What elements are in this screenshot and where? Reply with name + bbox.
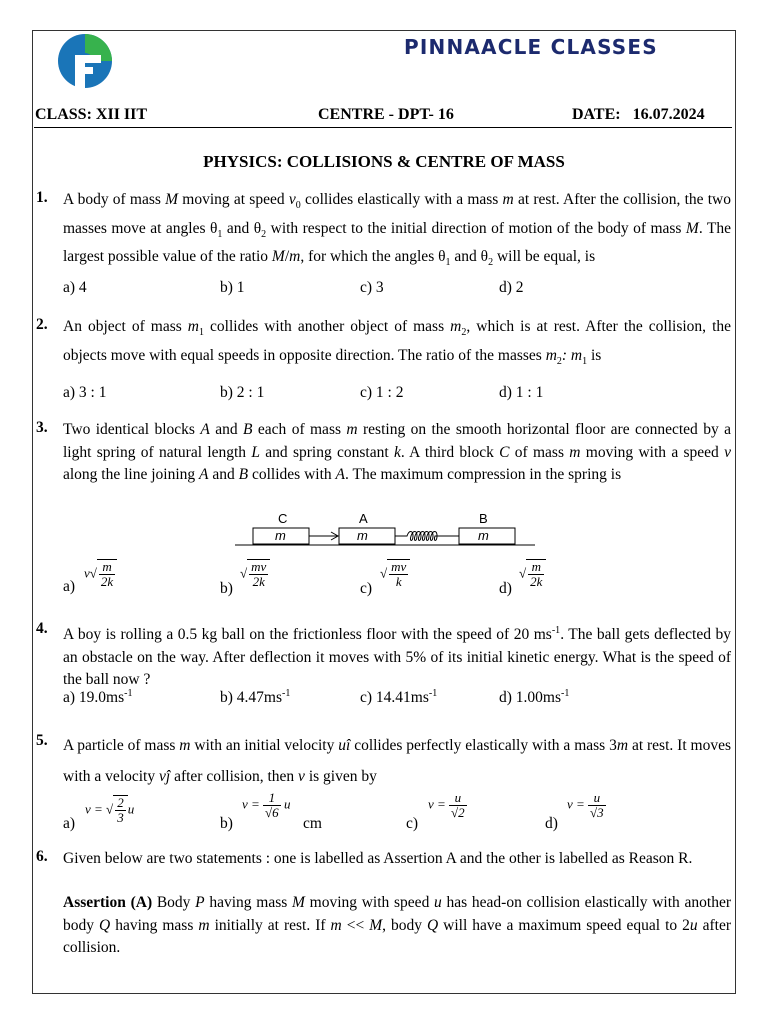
option-b-formula: v = $\frac{1}{√6}$ u — [242, 790, 291, 820]
date-field — [572, 106, 705, 124]
option-b: b) $4.47ms^{-1}$ — [220, 688, 291, 707]
option-a: a) 4 — [63, 279, 87, 296]
question-1-text: A body of mass M moving at speed $v_0$ collides elastically with a mass m at rest. After the collision, the two masses move at angles $\theta_1$ and $\theta_2$ with respect to the initial direction of motion of the body of mass M. The largest possible value of the ratio M/m, for which the angles $\theta_1$ and $\theta_2$ will be equal, is — [63, 191, 731, 269]
option-b: b) — [220, 580, 233, 597]
question-number: 2. — [36, 316, 48, 333]
question-2-text: An object of mass $m_1$ collides with another object of mass $m_2$, which is at rest. After the collision, the objects move with equal speeds in opposite direction. The ratio of the masses $m_2$: $m_1$ is — [63, 318, 732, 367]
label-b: B — [479, 511, 488, 526]
blocks-spring-diagram — [235, 510, 535, 550]
option-d-formula: √ $\frac{m}{2k}$ — [519, 559, 546, 589]
option-a: a) — [63, 815, 76, 832]
header-divider — [34, 127, 732, 128]
option-b: b) 2 : 1 — [220, 384, 265, 401]
option-d: d) 2 — [499, 279, 524, 296]
option-b-unit: cm — [303, 815, 322, 832]
option-c: c) — [406, 815, 419, 832]
label-a: A — [359, 511, 368, 526]
question-6-text: Given below are two statements : one is labelled as Assertion A and the other is labelled as Reason R. — [63, 850, 693, 867]
pinnaacle-logo — [57, 33, 113, 89]
question-number: 6. — [36, 848, 48, 865]
option-c: c) 1 : 2 — [360, 384, 404, 401]
assertion-text: Assertion (A) Body P having mass M moving with speed u has head-on collision elastically with another body Q having mass m initially at rest. If m << M, body Q will have a maximum speed equal to 2u after collision. — [63, 894, 732, 956]
option-c: c) $14.41ms^{-1}$ — [360, 688, 438, 707]
page-title: PHYSICS: COLLISIONS & CENTRE OF MASS — [203, 152, 565, 171]
class-label: CLASS: XII IIT — [35, 106, 148, 123]
option-c-formula: v = $\frac{u}{√2}$ — [428, 790, 465, 820]
svg-text:m: m — [357, 528, 368, 543]
date-value: 16.07.2024 — [632, 106, 705, 123]
question-5-text: A particle of mass m with an initial velocity uî collides perfectly elastically with a mass 3m at rest. It moves with a velocity vĵ after collision, then v is given by — [63, 737, 731, 785]
option-c: c) 3 — [360, 279, 384, 296]
option-b: b) 1 — [220, 279, 245, 296]
option-a-formula: v = √ $\frac{2}{3}$ u — [85, 795, 135, 825]
spring — [395, 532, 459, 541]
question-number: 5. — [36, 732, 48, 749]
option-d: d) 1 : 1 — [499, 384, 544, 401]
option-c-formula: √ $\frac{mv}{k}$ — [380, 559, 410, 589]
option-b: b) — [220, 815, 233, 832]
svg-text:m: m — [478, 528, 489, 543]
label-c: C — [278, 511, 288, 526]
svg-text:m: m — [275, 528, 286, 543]
option-a: a) 3 : 1 — [63, 384, 107, 401]
brand-name: PINNAACLE CLASSES — [404, 35, 658, 59]
option-d: d) — [499, 580, 512, 597]
option-b-formula: √ $\frac{mv}{2k}$ — [240, 559, 270, 589]
question-number: 1. — [36, 189, 48, 206]
question-3-text: Two identical blocks A and B each of mass m resting on the smooth horizontal floor are connected by a light spring of natural length L and spring constant k. A third block C of mass m moving with a speed v along the line joining A and B collides with A. The maximum compression in the spring is — [63, 421, 731, 483]
question-number: 4. — [36, 620, 48, 637]
question-4-text: A boy is rolling a 0.5 kg ball on the frictionless floor with the speed of 20 $ms^{-1}$. The ball gets deflected by an obstacle on the way. After deflection it moves with 5% of its initial kinetic energy. What is the speed of the ball now ? — [63, 625, 731, 689]
question-number: 3. — [36, 419, 48, 436]
centre-label: CENTRE - DPT- 16 — [318, 106, 454, 123]
option-c: c) — [360, 580, 373, 597]
option-a: a) — [63, 578, 76, 595]
option-a: a) $19.0ms^{-1}$ — [63, 688, 133, 707]
date-label: DATE: — [572, 106, 621, 123]
option-d-formula: v = $\frac{u}{√3}$ — [567, 790, 604, 820]
option-d: d) — [545, 815, 558, 832]
option-a-formula: v√ $\frac{m}{2k}$ — [84, 559, 117, 589]
option-d: d) $1.00ms^{-1}$ — [499, 688, 570, 707]
